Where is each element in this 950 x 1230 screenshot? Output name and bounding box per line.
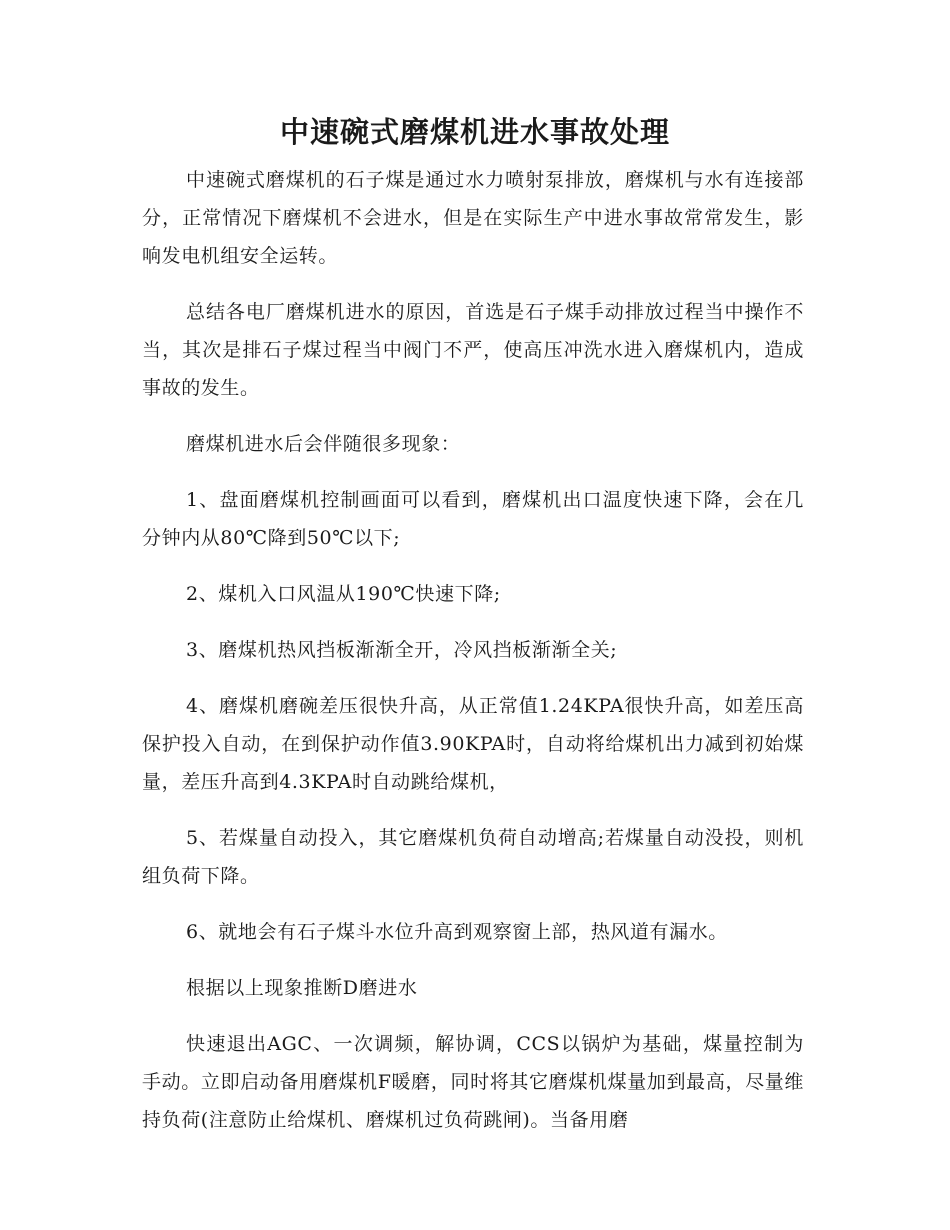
paragraph-phenomena-heading: 磨煤机进水后会伴随很多现象： bbox=[186, 433, 461, 455]
list-item-phenomenon-2: 2、煤机入口风温从190℃快速下降; bbox=[186, 583, 501, 605]
paragraph-causes: 总结各电厂磨煤机进水的原因，首选是石子煤手动排放过程当中操作不当，其次是排石子煤过程当中阀门不严，使高压冲洗水进入磨煤机内，造成事故的发生。 bbox=[142, 301, 804, 399]
list-item-phenomenon-1: 1、盘面磨煤机控制画面可以看到，磨煤机出口温度快速下降，会在几分钟内从80℃降到50℃以下; bbox=[142, 489, 804, 549]
list-item-phenomenon-6: 6、就地会有石子煤斗水位升高到观察窗上部，热风道有漏水。 bbox=[186, 921, 728, 943]
list-item-phenomenon-4: 4、磨煤机磨碗差压很快升高，从正常值1.24KPA很快升高，如差压高保护投入自动，在到保护动作值3.90KPA时，自动将给煤机出力减到初始煤量，差压升高到4.3KPA时自动跳给煤机， bbox=[142, 695, 804, 793]
paragraph-intro: 中速碗式磨煤机的石子煤是通过水力喷射泵排放，磨煤机与水有连接部分，正常情况下磨煤机不会进水，但是在实际生产中进水事故常常发生，影响发电机组安全运转。 bbox=[142, 169, 804, 267]
document-title: 中速碗式磨煤机进水事故处理 bbox=[279, 115, 670, 149]
document-body bbox=[142, 161, 804, 1157]
paragraph-handling: 快速退出AGC、一次调频，解协调，CCS以锅炉为基础，煤量控制为手动。立即启动备用磨煤机F暖磨，同时将其它磨煤机煤量加到最高，尽量维持负荷(注意防止给煤机、磨煤机过负荷跳闸)。当备用磨 bbox=[142, 1033, 804, 1131]
list-item-phenomenon-5: 5、若煤量自动投入，其它磨煤机负荷自动增高;若煤量自动没投，则机组负荷下降。 bbox=[142, 827, 804, 887]
paragraph-diagnosis: 根据以上现象推断D磨进水 bbox=[186, 977, 418, 999]
list-item-phenomenon-3: 3、磨煤机热风挡板渐渐全开，冷风挡板渐渐全关; bbox=[186, 639, 618, 661]
